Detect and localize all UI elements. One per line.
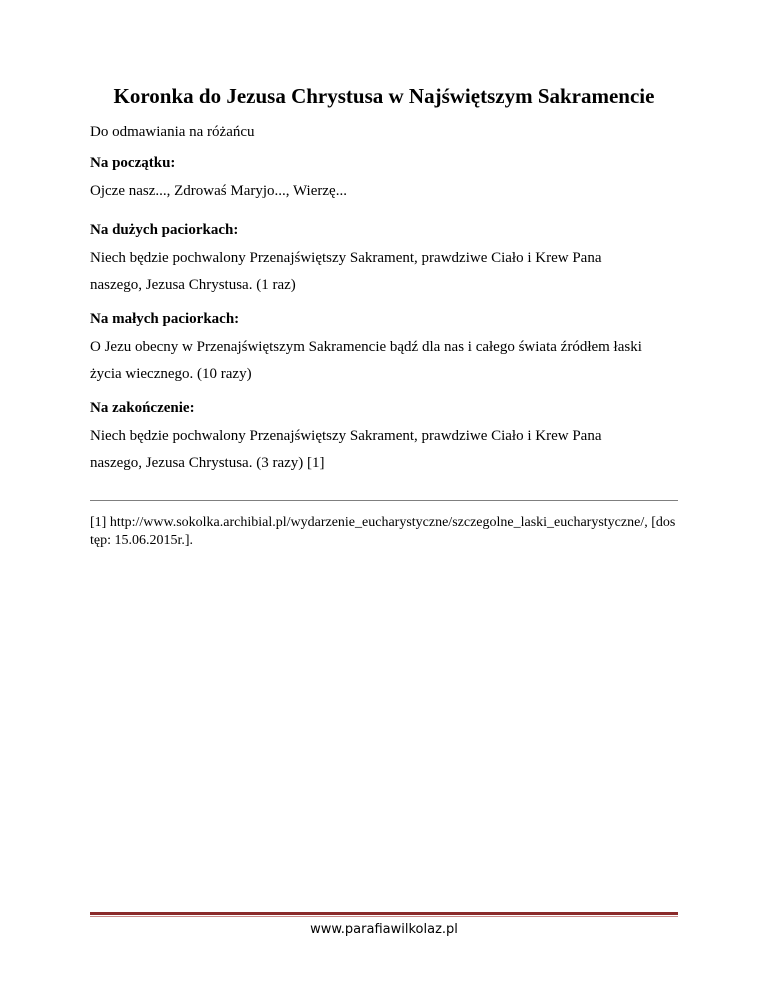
section-text-line: O Jezu obecny w Przenajświętszym Sakramencie bądź dla nas i całego świata źródłem łaski	[90, 339, 642, 355]
section-heading: Na dużych paciorkach:	[90, 222, 239, 238]
document-page	[90, 0, 678, 994]
section-small-beads	[90, 310, 678, 388]
section-ending	[90, 399, 678, 477]
section-text	[90, 245, 678, 299]
footer-divider-thin	[90, 916, 678, 917]
section-text-line: życia wiecznego. (10 razy)	[90, 366, 252, 382]
section-heading: Na małych paciorkach:	[90, 311, 240, 327]
section-text	[90, 423, 678, 477]
section-heading: Na początku:	[90, 155, 176, 171]
document-title: Koronka do Jezusa Chrystusa w Najświętszym Sakramencie	[113, 84, 655, 108]
footer-website: www.parafiawilkolaz.pl	[310, 922, 458, 937]
section-text-line: Niech będzie pochwalony Przenajświętszy Sakrament, prawdziwe Ciało i Krew Pana	[90, 428, 602, 444]
section-text	[90, 334, 678, 388]
document-subtitle: Do odmawiania na różańcu	[90, 124, 255, 140]
section-large-beads	[90, 221, 678, 299]
section-text-line: naszego, Jezusa Chrystusa. (1 raz)	[90, 277, 296, 293]
footer-divider	[90, 912, 678, 915]
footnote-divider	[90, 500, 678, 501]
section-text-line: Niech będzie pochwalony Przenajświętszy Sakrament, prawdziwe Ciało i Krew Pana	[90, 250, 602, 266]
section-text-line: naszego, Jezusa Chrystusa. (3 razy) [1]	[90, 455, 325, 471]
section-heading: Na zakończenie:	[90, 400, 195, 416]
footnote: [1] http://www.sokolka.archibial.pl/wydarzenie_eucharystyczne/szczegolne_laski_eucharystyczne/, [dostęp: 15.06.2015r.].	[90, 515, 676, 548]
section-text: Ojcze nasz..., Zdrowaś Maryjo..., Wierzę...	[90, 183, 347, 199]
section-beginning	[90, 154, 678, 205]
